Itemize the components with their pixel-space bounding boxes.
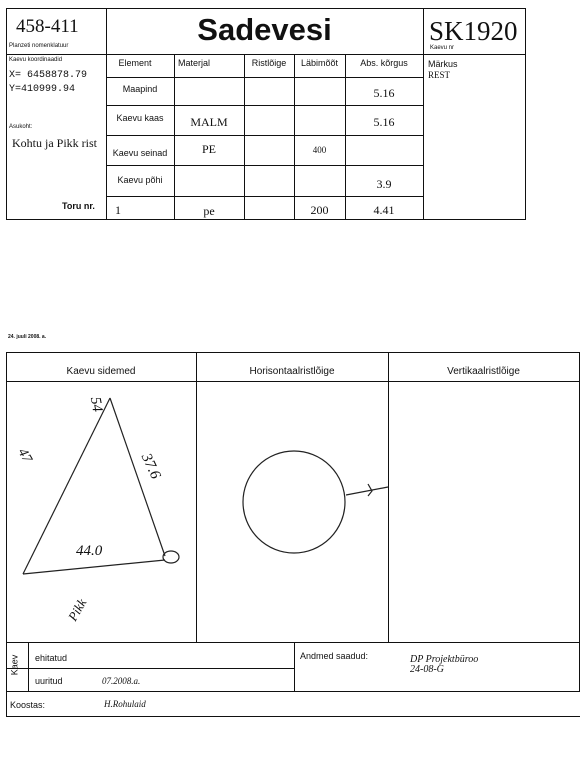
row-element: Kaevu põhi bbox=[117, 175, 163, 185]
footer-line bbox=[6, 668, 294, 669]
pipe-label: Toru nr. bbox=[62, 201, 95, 211]
coord-y: Y=410999.94 bbox=[9, 84, 76, 95]
pipe-material: pe bbox=[203, 204, 215, 218]
checked-value: 07.2008.a. bbox=[102, 676, 141, 686]
footer-line bbox=[6, 691, 580, 692]
row-material: MALM bbox=[190, 115, 228, 129]
row-element: Maapind bbox=[122, 84, 158, 94]
data-source-label: Andmed saadud: bbox=[300, 651, 369, 661]
built-label: ehitatud bbox=[35, 653, 68, 663]
well-id: SK1920 bbox=[429, 16, 518, 46]
note-value: REST bbox=[428, 70, 451, 80]
checked-label: uuritud bbox=[35, 676, 63, 686]
nomenclature-number: 458-411 bbox=[16, 16, 79, 37]
dimension-left: 47 bbox=[14, 445, 35, 466]
row-material: PE bbox=[201, 142, 216, 156]
date-stamp: 24. juuli 2008. a. bbox=[8, 334, 47, 340]
pipe-line bbox=[346, 487, 388, 495]
header-element: Element bbox=[118, 58, 152, 68]
street-label: Pikk bbox=[64, 596, 90, 624]
coords-label: Kaevu koordinaadid bbox=[9, 57, 63, 63]
coord-x: X= 6458878.79 bbox=[9, 70, 88, 81]
footer-col-line bbox=[28, 642, 29, 691]
dimension-top: 54 bbox=[86, 395, 106, 414]
footer-col-line bbox=[294, 642, 295, 691]
header-note: Märkus bbox=[428, 59, 458, 69]
dimension-bottom: 44.0 bbox=[76, 543, 103, 559]
row-abs: 5.16 bbox=[373, 86, 395, 100]
header-cross-section: Ristlõige bbox=[251, 58, 287, 68]
header-material: Materjal bbox=[177, 58, 210, 68]
pipe-number: 1 bbox=[115, 203, 121, 217]
nomenclature-label: Planzeti nomenklatuur bbox=[9, 43, 69, 49]
document-title: Sadevesi bbox=[197, 12, 332, 47]
compiled-value: H.Rohulaid bbox=[104, 699, 146, 709]
header-diameter: Läbimõõt bbox=[300, 58, 339, 68]
address: Kohtu ja Pikk rist bbox=[12, 136, 98, 150]
well-marker bbox=[163, 551, 179, 563]
well-circle bbox=[243, 451, 345, 553]
address-label: Asukoht: bbox=[9, 124, 33, 130]
pipe-diameter: 200 bbox=[310, 203, 329, 217]
row-diameter: 400 bbox=[312, 145, 327, 155]
col-connections: Kaevu sidemed bbox=[66, 366, 136, 377]
dimension-right: 37.6 bbox=[137, 451, 164, 482]
col-vertical-section: Vertikaalristlõige bbox=[447, 366, 520, 377]
row-element: Kaevu seinad bbox=[112, 148, 168, 158]
pipe-abs-height: 4.41 bbox=[373, 203, 395, 217]
footer-line bbox=[6, 716, 580, 717]
row-element: Kaevu kaas bbox=[116, 113, 164, 123]
kaev-label: Kaev bbox=[9, 654, 20, 676]
header-abs-height: Abs. kõrgus bbox=[360, 58, 408, 68]
data-source-value: DP Projektbüroo bbox=[410, 654, 479, 665]
compiled-label: Koostas: bbox=[10, 700, 46, 710]
row-abs: 5.16 bbox=[373, 115, 395, 129]
triangle-side-bottom bbox=[23, 560, 165, 574]
col-horizontal-section: Horisontaalristlõige bbox=[249, 366, 335, 377]
well-id-label: Kaevu nr bbox=[430, 45, 455, 51]
row-abs: 3.9 bbox=[376, 177, 392, 191]
data-source-code: 24-08-G bbox=[410, 664, 444, 675]
